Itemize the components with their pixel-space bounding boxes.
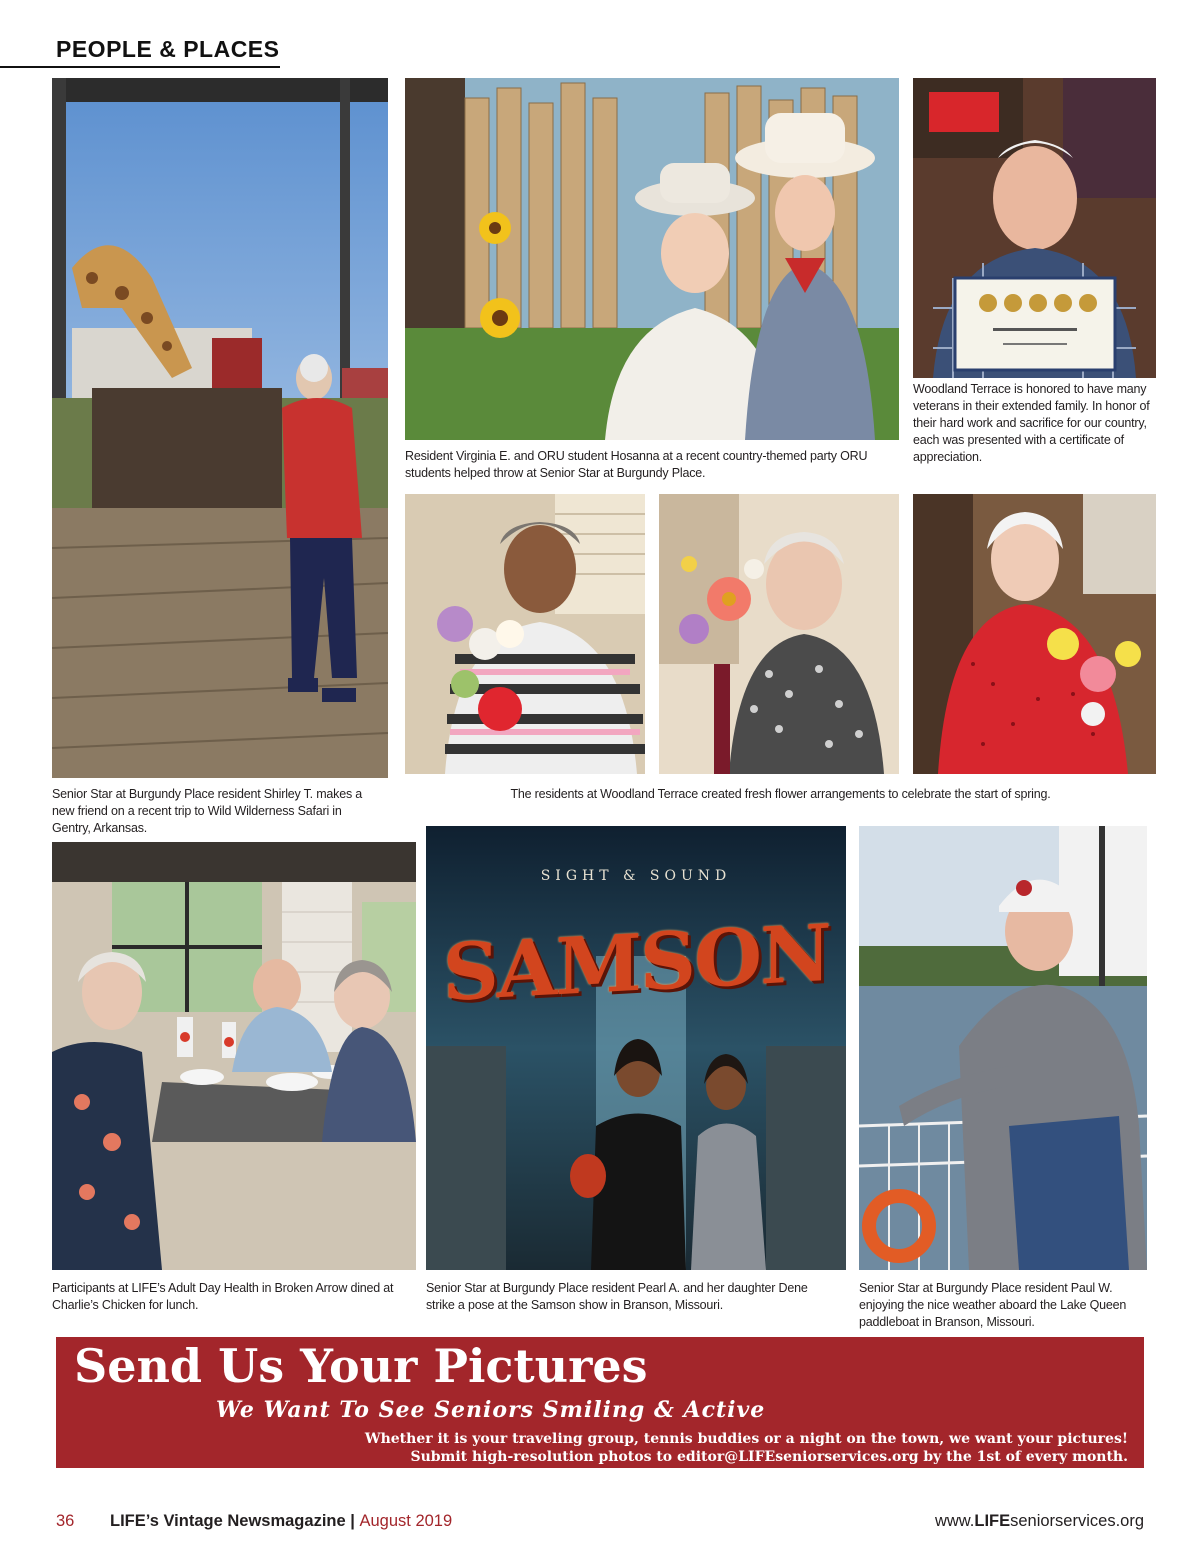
photo-giraffe [52, 78, 388, 778]
photo-flowers-1 [405, 494, 645, 774]
submit-banner [56, 1337, 1144, 1468]
url-prefix: www. [934, 1512, 975, 1530]
caption-veteran: Woodland Terrace is honored to have many veterans in their extended family. In honor of their hard work and sacrifice for our country, each was presented with a certificate of appreciation. [913, 382, 1150, 464]
url-suffix: seniorservices.org [1010, 1512, 1144, 1530]
photo-boat [859, 826, 1147, 1270]
photo-flowers-3 [913, 494, 1156, 774]
caption-boat: Senior Star at Burgundy Place resident Paul W. enjoying the nice weather aboard the Lake Queen paddleboat in Branson, Missouri. [859, 1281, 1127, 1329]
photo-flowers-2 [659, 494, 899, 774]
section-label: PEOPLE & PLACES [56, 36, 280, 62]
samson-brand: SIGHT & SOUND [540, 868, 732, 884]
photo-lunch [52, 842, 416, 1270]
url-bold: LIFE [974, 1512, 1011, 1530]
samson-title: SAMSON [442, 907, 830, 1020]
caption-giraffe: Senior Star at Burgundy Place resident Shirley T. makes a new friend on a recent trip to Wild Wilderness Safari in Gentry, Arkansas. [52, 787, 363, 835]
page-number: 36 [56, 1512, 75, 1530]
photo-samson [426, 826, 846, 1270]
caption-samson: Senior Star at Burgundy Place resident Pearl A. and her daughter Dene strike a pose at the Samson show in Branson, Missouri. [426, 1281, 808, 1312]
banner-line-1: Whether it is your traveling group, tennis buddies or a night on the town, we want your pictures! [364, 1431, 1128, 1447]
magazine-info [110, 1512, 452, 1531]
issue-date: August 2019 [359, 1512, 453, 1530]
caption-flowers: The residents at Woodland Terrace created fresh flower arrangements to celebrate the start of spring. [510, 787, 1051, 801]
banner-subtitle: We Want To See Seniors Smiling & Active [216, 1397, 766, 1423]
section-rule [0, 66, 280, 68]
website-link[interactable] [935, 1512, 1144, 1531]
photo-cowgirl [405, 78, 899, 440]
footer-separator: | [350, 1512, 355, 1530]
photo-veteran [913, 78, 1156, 378]
banner-title: Send Us Your Pictures [74, 1339, 648, 1393]
magazine-name: LIFE’s Vintage Newsmagazine [110, 1512, 346, 1530]
caption-lunch: Participants at LIFE’s Adult Day Health in Broken Arrow dined at Charlie’s Chicken for lunch. [52, 1281, 394, 1312]
banner-line-2: Submit high-resolution photos to editor@LIFEseniorservices.org by the 1st of every month. [410, 1449, 1128, 1465]
caption-cowgirl: Resident Virginia E. and ORU student Hosanna at a recent country-themed party ORU students helped throw at Senior Star at Burgundy Place. [405, 449, 868, 480]
